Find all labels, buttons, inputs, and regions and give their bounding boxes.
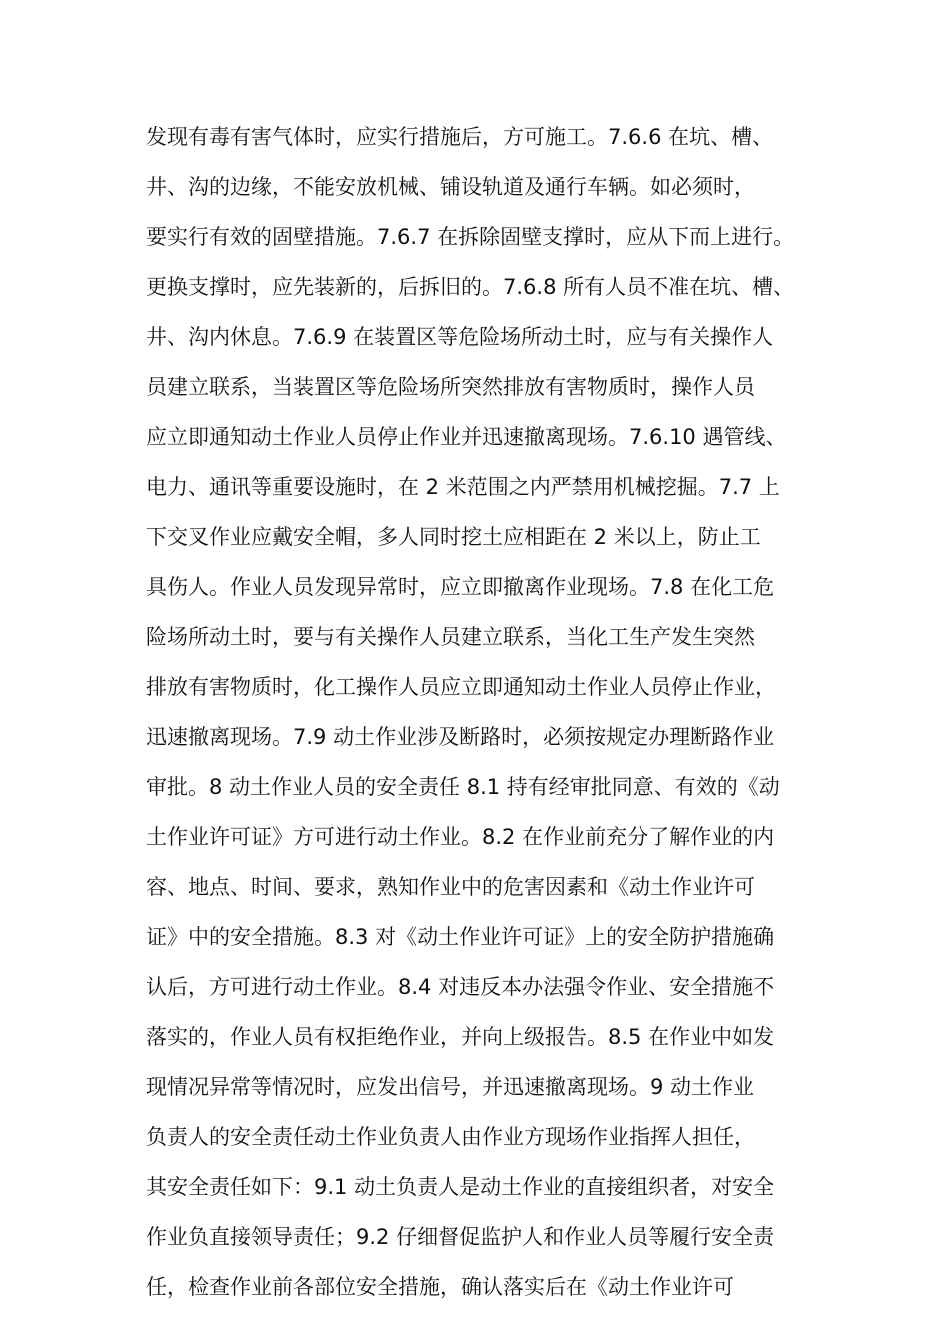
text-line: 井、沟内休息。7.6.9 在装置区等危险场所动土时，应与有关操作人 (146, 325, 774, 349)
text-line: 作业负直接领导责任；9.2 仔细督促监护人和作业人员等履行安全责 (146, 1225, 775, 1249)
text-line: 土作业许可证》方可进行动土作业。8.2 在作业前充分了解作业的内 (146, 825, 775, 849)
text-line: 排放有害物质时，化工操作人员应立即通知动土作业人员停止作业， (146, 675, 776, 699)
text-line: 应立即通知动土作业人员停止作业并迅速撤离现场。7.6.10 遇管线、 (146, 425, 787, 449)
text-line: 更换支撑时，应先装新的，后拆旧的。7.6.8 所有人员不准在坑、槽、 (146, 275, 795, 299)
text-line: 落实的，作业人员有权拒绝作业，并向上级报告。8.5 在作业中如发 (146, 1025, 775, 1049)
text-line: 审批。8 动土作业人员的安全责任 8.1 持有经审批同意、有效的《动 (146, 775, 780, 799)
text-line: 下交叉作业应戴安全帽，多人同时挖土应相距在 2 米以上，防止工 (146, 525, 761, 549)
text-line: 负责人的安全责任动土作业负责人由作业方现场作业指挥人担任， (146, 1125, 755, 1149)
text-line: 现情况异常等情况时，应发出信号，并迅速撤离现场。9 动土作业 (146, 1075, 755, 1099)
text-line: 员建立联系，当装置区等危险场所突然排放有害物质时，操作人员 (146, 375, 755, 399)
text-line: 迅速撤离现场。7.9 动土作业涉及断路时，必须按规定办理断路作业 (146, 725, 775, 749)
text-line: 任，检查作业前各部位安全措施，确认落实后在《动土作业许可 (146, 1275, 734, 1299)
text-line: 认后，方可进行动土作业。8.4 对违反本办法强令作业、安全措施不 (146, 975, 775, 999)
text-line: 具伤人。作业人员发现异常时，应立即撤离作业现场。7.8 在化工危 (146, 575, 775, 599)
text-line: 证》中的安全措施。8.3 对《动土作业许可证》上的安全防护措施确 (146, 925, 775, 949)
text-line: 其安全责任如下：9.1 动土负责人是动土作业的直接组织者，对安全 (146, 1175, 775, 1199)
text-line: 险场所动土时，要与有关操作人员建立联系，当化工生产发生突然 (146, 625, 755, 649)
text-line: 发现有毒有害气体时，应实行措施后，方可施工。7.6.6 在坑、槽、 (146, 125, 774, 149)
text-line: 井、沟的边缘，不能安放机械、铺设轨道及通行车辆。如必须时， (146, 175, 755, 199)
text-line: 要实行有效的固壁措施。7.6.7 在拆除固壁支撑时，应从下而上进行。 (146, 225, 795, 249)
text-line: 电力、通讯等重要设施时，在 2 米范围之内严禁用机械挖掘。7.7 上 (146, 475, 780, 499)
text-line: 容、地点、时间、要求，熟知作业中的危害因素和《动土作业许可 (146, 875, 755, 899)
